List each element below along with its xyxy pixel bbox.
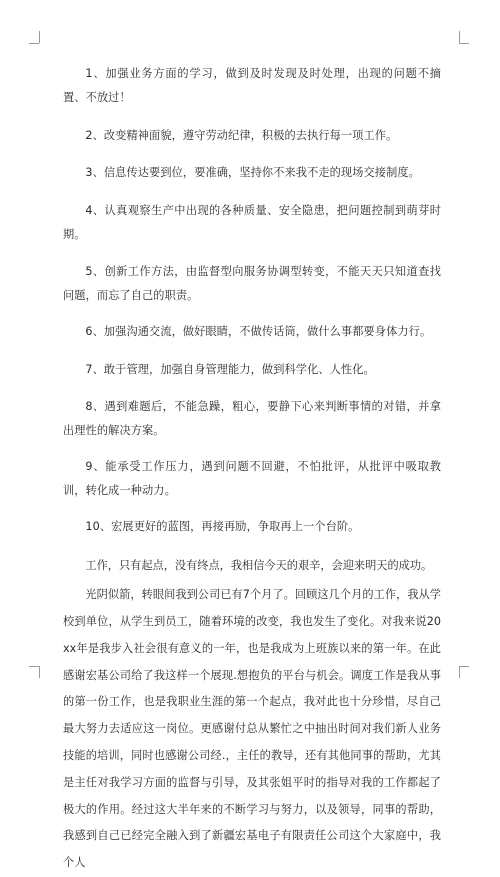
list-item-1: 1、加强业务方面的学习，做到及时发现及时处理，出现的问题不摘置、不放过！	[63, 67, 441, 104]
list-item-4: 4、认真观察生产中出现的各种质量、安全隐患，把问题控制到萌芽时期。	[63, 203, 441, 241]
document-body	[63, 62, 441, 877]
list-item-2: 2、改变精神面貌，遵守劳动纪律，积极的去执行每一项工作。	[85, 128, 398, 142]
list-item-3: 3、信息传达要到位，要准确，坚持你不来我不走的现场交接制度。	[85, 166, 420, 179]
list-item-6: 6、加强沟通交流，做好眼睛，不做传话筒，做什么事都要身体力行。	[85, 325, 432, 338]
list-item-5: 5、创新工作方法，由监督型向服务协调型转变，不能天天只知道查找问题，而忘了自己的职责。	[63, 265, 441, 302]
list-item-7: 7、敢于管理，加强自身管理能力，做到科学化、人性化。	[85, 362, 375, 376]
list-item-10: 10、宏展更好的蓝图，再接再励，争取再上一个台阶。	[85, 520, 360, 533]
closing-sentence: 工作，只有起点，没有终点，我相信今天的艰辛，会迎来明天的成功。	[85, 558, 433, 572]
body-paragraph: 光阴似箭，转眼间我到公司已有7个月了。回顾这几个月的工作，我从学校到单位，从学生到员工，随着环境的改变，我也发生了变化。对我来说20xx年是我步入社会很有意义的一年，也是我成为上班族以来的第一年。在此感谢宏基公司给了我这样一个展现.想抱负的平台与机会。调度工作是我从事的第一份工作，也是我职业生涯的第一个起点，我对此也十分珍惜，尽自己最大努力去适应这一岗位。更感谢付总从繁忙之中抽出时间对我们新人业务技能的培训，同时也感谢公司经.，主任的教导，还有其他同事的帮助，尤其是主任对我学习方面的监督与引导，及其张姐平时的指导对我的工作都起了极大的作用。经过这大半年来的不断学习与努力，以及领导，同事的帮助，我感到自己已经完全融入到了新疆宏基电子有限责任公司这个大家庭中，我个人	[63, 588, 441, 870]
list-item-9: 9、能承受工作压力，遇到问题不回避，不怕批评，从批评中吸取教训，转化成一种动力。	[63, 460, 441, 497]
list-item-8: 8、遇到难题后，不能急躁，粗心，要静下心来判断事情的对错，并拿出理性的解决方案。	[63, 400, 441, 437]
